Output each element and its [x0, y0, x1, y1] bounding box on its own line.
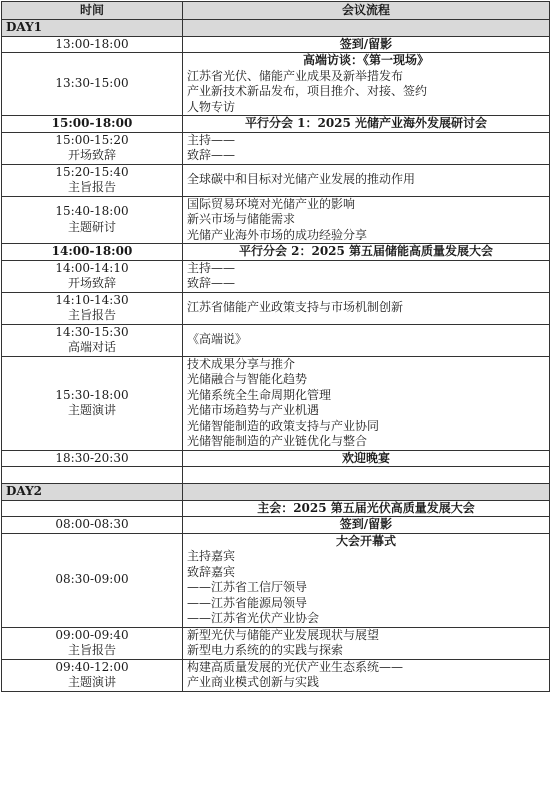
agenda-item: ——江苏省光伏产业协会: [187, 611, 320, 625]
agenda-item: 光储系统全生命周期化管理: [187, 387, 332, 402]
agenda-row: [2, 627, 550, 659]
agenda-item: 主持——: [187, 132, 236, 147]
time-range: 08:30-09:00: [55, 572, 129, 587]
time-cell: [2, 196, 183, 244]
time-range: 15:00-15:20: [55, 132, 129, 147]
agenda-item: 江苏省光伏、储能产业成果及新举措发布: [187, 68, 404, 83]
time-cell: [2, 164, 183, 196]
time-range: 15:00-18:00: [51, 116, 133, 130]
agenda-table: [1, 1, 550, 692]
time-cell: [2, 533, 183, 627]
spacer-row: [2, 467, 550, 484]
session-type: 开场致辞: [67, 276, 116, 290]
agenda-row: [2, 196, 550, 244]
agenda-item: 主持——: [187, 260, 236, 275]
header-row: [2, 2, 550, 20]
agenda-item: 平行分会 2：2025 第五届储能高质量发展大会: [238, 244, 494, 258]
time-range: 08:00-08:30: [55, 517, 129, 531]
session-type: 主旨报告: [67, 308, 116, 322]
agenda-item: 产业商业模式创新与实践: [187, 675, 320, 689]
spacer-cell: [183, 467, 550, 484]
time-range: 09:40-12:00: [55, 659, 129, 674]
time-cell: [2, 260, 183, 292]
agenda-row: [2, 533, 550, 627]
spacer-cell: [2, 467, 183, 484]
time-cell: [2, 116, 183, 133]
session-type: 主题演讲: [67, 675, 116, 689]
agenda-cell: [183, 116, 550, 133]
agenda-cell: [183, 356, 550, 450]
agenda-item: 欢迎晚宴: [341, 450, 390, 465]
session-type: 主题演讲: [67, 403, 116, 417]
agenda-item: 技术成果分享与推介: [187, 356, 296, 371]
time-cell: [2, 517, 183, 534]
agenda-item: 大会开幕式: [335, 533, 396, 548]
agenda-cell: [183, 533, 550, 627]
agenda-item: 江苏省储能产业政策支持与市场机制创新: [187, 300, 404, 315]
agenda-cell: [183, 517, 550, 534]
session-type: 开场致辞: [67, 148, 116, 162]
agenda-item: 全球碳中和目标对光储产业发展的推动作用: [187, 172, 416, 187]
agenda-item: 主持嘉宾: [187, 549, 236, 563]
time-cell: [2, 356, 183, 450]
time-range: 15:40-18:00: [55, 204, 129, 219]
agenda-cell: [183, 196, 550, 244]
agenda-row: [2, 36, 550, 53]
agenda-row: [2, 517, 550, 534]
agenda-item: ——江苏省工信厅领导: [187, 580, 308, 594]
agenda-row: [2, 244, 550, 261]
agenda-body: [2, 20, 550, 692]
agenda-cell: [183, 36, 550, 53]
agenda-item: 《高端说》: [187, 332, 248, 347]
agenda-item: 光储智能制造的政策支持与产业协同: [187, 418, 380, 433]
day1-label: DAY1: [2, 20, 183, 37]
agenda-cell: [183, 164, 550, 196]
time-cell: [2, 450, 183, 467]
session-type: 主题研讨: [67, 219, 116, 234]
time-range: 09:00-09:40: [55, 627, 129, 642]
agenda-row: [2, 324, 550, 356]
agenda-cell: [183, 627, 550, 659]
time-range: 13:00-18:00: [55, 36, 129, 51]
agenda-item: 高端访谈：《第一现场》: [302, 53, 429, 67]
session-type: 高端对话: [67, 340, 116, 354]
time-cell: [2, 659, 183, 691]
agenda-row: [2, 356, 550, 450]
agenda-item: 光储融合与智能化趋势: [187, 372, 308, 386]
agenda-item: 构建高质量发展的光伏产业生态系统——: [187, 659, 404, 674]
agenda-row: [2, 292, 550, 324]
agenda-cell: [183, 450, 550, 467]
agenda-cell: [183, 244, 550, 261]
agenda-item: 光储产业海外市场的成功经验分享: [187, 227, 368, 242]
agenda-item: 签到/留影: [339, 36, 393, 51]
time-cell: [2, 132, 183, 164]
agenda-cell: [183, 659, 550, 691]
day2-empty-cell: [183, 484, 550, 501]
agenda-row: [2, 132, 550, 164]
agenda-item: 人物专访: [187, 99, 236, 114]
agenda-item: 光储智能制造的产业链优化与整合: [187, 434, 368, 448]
agenda-cell: [183, 500, 550, 517]
time-cell: [2, 53, 183, 116]
time-cell: [2, 324, 183, 356]
time-range: 14:00-18:00: [51, 244, 133, 258]
time-cell: [2, 627, 183, 659]
agenda-row: [2, 450, 550, 467]
agenda-row: [2, 53, 550, 116]
time-cell: [2, 292, 183, 324]
agenda-item: ——江苏省能源局领导: [187, 595, 308, 610]
session-type: 主旨报告: [67, 180, 116, 194]
agenda-item: 新兴市场与储能需求: [187, 212, 296, 226]
day1-row: [2, 20, 550, 37]
time-cell: [2, 36, 183, 53]
agenda-item: 国际贸易环境对光储产业的影响: [187, 196, 356, 211]
agenda-cell: [183, 324, 550, 356]
time-range: 15:20-15:40: [55, 164, 129, 179]
agenda-cell: [183, 53, 550, 116]
time-range: 13:30-15:00: [55, 76, 129, 91]
agenda-row: [2, 260, 550, 292]
agenda-row: [2, 500, 550, 517]
agenda-item: 新型电力系统的的实践与探索: [187, 643, 344, 657]
agenda-item: 主会：2025 第五届光伏高质量发展大会: [257, 500, 475, 515]
session-type: 主旨报告: [67, 643, 116, 657]
time-cell: [2, 244, 183, 261]
time-range: 14:30-15:30: [55, 324, 129, 339]
agenda-item: 新型光伏与储能产业发展现状与展望: [187, 627, 380, 642]
agenda-row: [2, 659, 550, 691]
time-range: 18:30-20:30: [55, 450, 129, 465]
agenda-item: 平行分会 1：2025 光储产业海外发展研讨会: [244, 116, 488, 130]
agenda-column-header: 会议流程: [183, 2, 550, 20]
time-range: 14:10-14:30: [55, 292, 129, 307]
agenda-item: 签到/留影: [339, 517, 393, 531]
agenda-item: 光储市场趋势与产业机遇: [187, 403, 320, 417]
agenda-cell: [183, 292, 550, 324]
time-range: 15:30-18:00: [55, 387, 129, 402]
time-cell: [2, 500, 183, 517]
day2-row: [2, 484, 550, 501]
agenda-item: 产业新技术新品发布，项目推介、对接、签约: [187, 84, 428, 98]
agenda-row: [2, 116, 550, 133]
day2-label: DAY2: [2, 484, 183, 501]
day1-empty-cell: [183, 20, 550, 37]
agenda-cell: [183, 132, 550, 164]
agenda-item: 致辞——: [187, 148, 236, 162]
agenda-row: [2, 164, 550, 196]
time-column-header: 时间: [2, 2, 183, 20]
agenda-cell: [183, 260, 550, 292]
agenda-item: 致辞嘉宾: [187, 564, 236, 579]
agenda-item: 致辞——: [187, 276, 236, 290]
time-range: 14:00-14:10: [55, 260, 129, 275]
